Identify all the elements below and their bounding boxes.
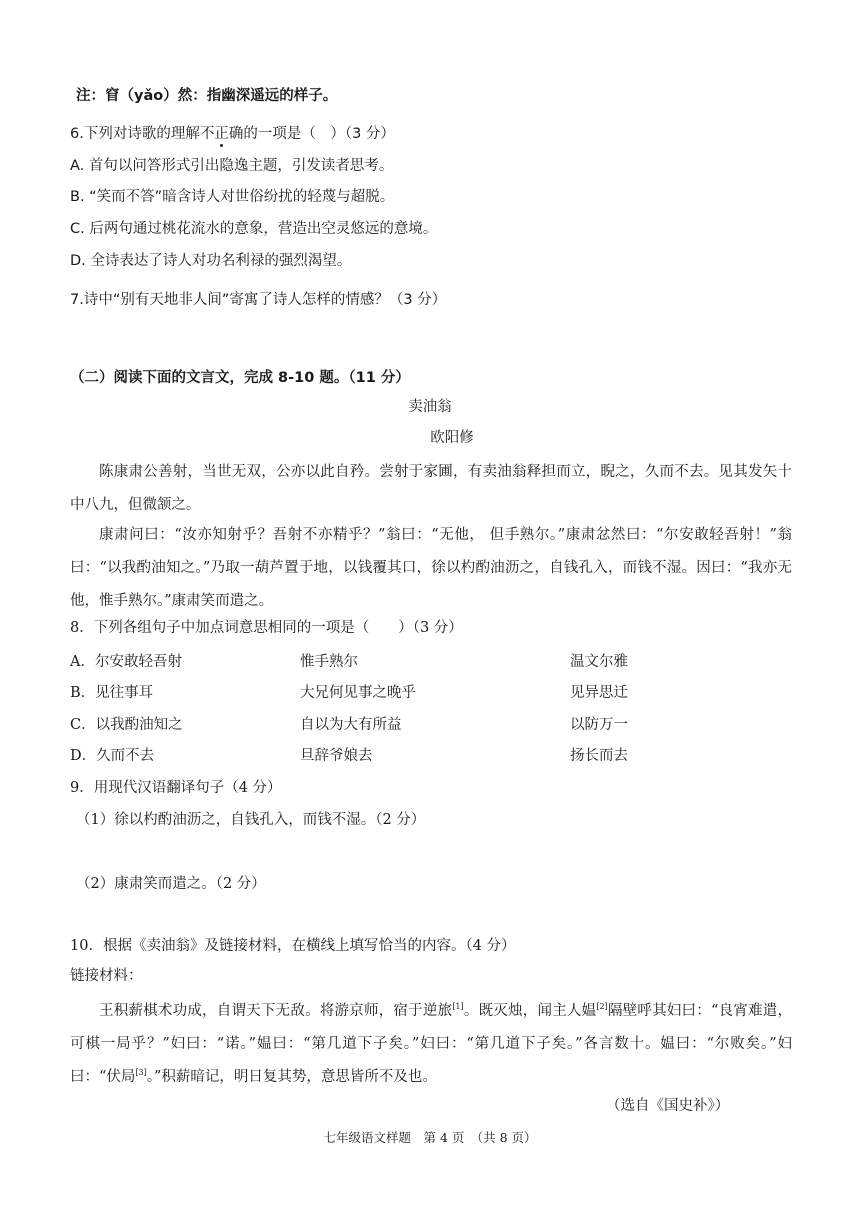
q6-option-c: C. 后两句通过桃花流水的意象，营造出空灵悠远的意境。 <box>70 221 438 237</box>
poem-note: 注：窅（yǎo）然：指幽深遥远的样子。 <box>76 88 338 104</box>
link-text-b: 。既灭烛，闻主人媪 <box>463 1003 597 1019</box>
q8-b-col3: 见异思迁 <box>570 685 628 701</box>
q8-d-col1: D．久而不去 <box>70 748 155 764</box>
link-text-d: 。”积薪暗记，明日复其势，意思皆所不及也。 <box>146 1069 437 1085</box>
passage-paragraph-2: 康肃问曰：“汝亦知射乎？吾射不亦精乎？”翁曰：“无他， 但手熟尔。”康肃忿然曰：“尔安敢轻吾射！”翁曰：“以我酌油知之。”乃取一葫芦置于地，以钱覆其口，徐以杓酌油沥之，自钱孔入，而钱不湿。因曰：“我亦无他，惟手熟尔。”康肃笑而遣之。 <box>70 527 792 609</box>
q6-option-d: D. 全诗表达了诗人对功名利禄的强烈渴望。 <box>70 253 352 269</box>
q6-stem-text: 6.下列对诗歌的理解 <box>70 126 200 142</box>
passage-title: 卖油翁 <box>408 399 452 415</box>
q8-c-col2: 自以为大有所益 <box>300 717 402 733</box>
q8-d-col2: 旦辞爷娘去 <box>300 748 373 764</box>
footnote-ref-3: [3] <box>135 1068 147 1078</box>
q8-a-col1: A．尔安敢轻吾射 <box>70 654 182 670</box>
q8-c-col1: C．以我酌油知之 <box>70 717 183 733</box>
q6-option-b: B. “笑而不答”暗含诗人对世俗纷扰的轻蔑与超脱。 <box>70 189 395 205</box>
q8-b-col2: 大兄何见事之晚乎 <box>300 685 416 701</box>
q9-sub1: （1）徐以杓酌油沥之，自钱孔入，而钱不湿。（2 分） <box>76 812 426 828</box>
q6-emphasis-word: 不正确 <box>199 126 244 142</box>
footnote-ref-2: [2] <box>596 1002 608 1012</box>
page-footer: 七年级语文样题 第 4 页 （共 8 页） <box>323 1130 537 1145</box>
q9-stem: 9．用现代汉语翻译句子（4 分） <box>70 780 282 796</box>
section2-heading: （二）阅读下面的文言文，完成 8-10 题。（11 分） <box>70 370 410 386</box>
q8-option-row-a <box>70 652 790 672</box>
footnote-ref-1: [1] <box>452 1002 464 1012</box>
link-text-c: 隔壁呼其妇曰：“良宵难遣，可棋一局乎？”妇曰：“诺。”媪曰：“第几道下子矣。”妇曰：“第几道下子矣。”各言数十。媪曰：“尔败矣。”妇曰：“伏局 <box>70 1003 793 1085</box>
q10-stem: 10．根据《卖油翁》及链接材料，在横线上填写恰当的内容。（4 分） <box>70 938 516 954</box>
q8-b-col1: B．见往事耳 <box>70 685 154 701</box>
q8-d-col3: 扬长而去 <box>570 748 628 764</box>
q10-link-passage <box>70 995 792 1094</box>
link-source: （选自《国史补》） <box>606 1098 730 1114</box>
q6-stem-tail: 的一项是（ ）（3 分） <box>243 126 395 142</box>
q6-option-a: A. 首句以问答形式引出隐逸主题，引发读者思考。 <box>70 158 394 174</box>
passage-author: 欧阳修 <box>430 430 474 446</box>
q10-link-label: 链接材料： <box>70 968 143 984</box>
link-text-a: 王积薪棋术功成，自谓天下无敌。将游京师，宿于逆旅 <box>99 1003 453 1019</box>
q9-sub2: （2）康肃笑而遣之。（2 分） <box>76 876 266 892</box>
q6-stem <box>70 124 395 144</box>
q8-c-col3: 以防万一 <box>570 717 628 733</box>
q8-option-row-d <box>70 746 790 766</box>
q8-option-row-c <box>70 715 790 735</box>
q8-stem: 8．下列各组句子中加点词意思相同的一项是（ ）（3 分） <box>70 620 463 636</box>
q7-stem: 7.诗中“别有天地非人间”寄寓了诗人怎样的情感？（3 分） <box>70 292 447 308</box>
q8-a-col3: 温文尔雅 <box>570 654 628 670</box>
passage-paragraph-1: 陈康肃公善射，当世无双，公亦以此自矜。尝射于家圃，有卖油翁释担而立，睨之，久而不去。见其发矢十中八九，但微颔之。 <box>70 464 792 513</box>
q6-dotted-emphasis <box>200 126 244 142</box>
q8-a-col2: 惟手熟尔 <box>300 654 358 670</box>
q8-option-row-b <box>70 683 790 703</box>
